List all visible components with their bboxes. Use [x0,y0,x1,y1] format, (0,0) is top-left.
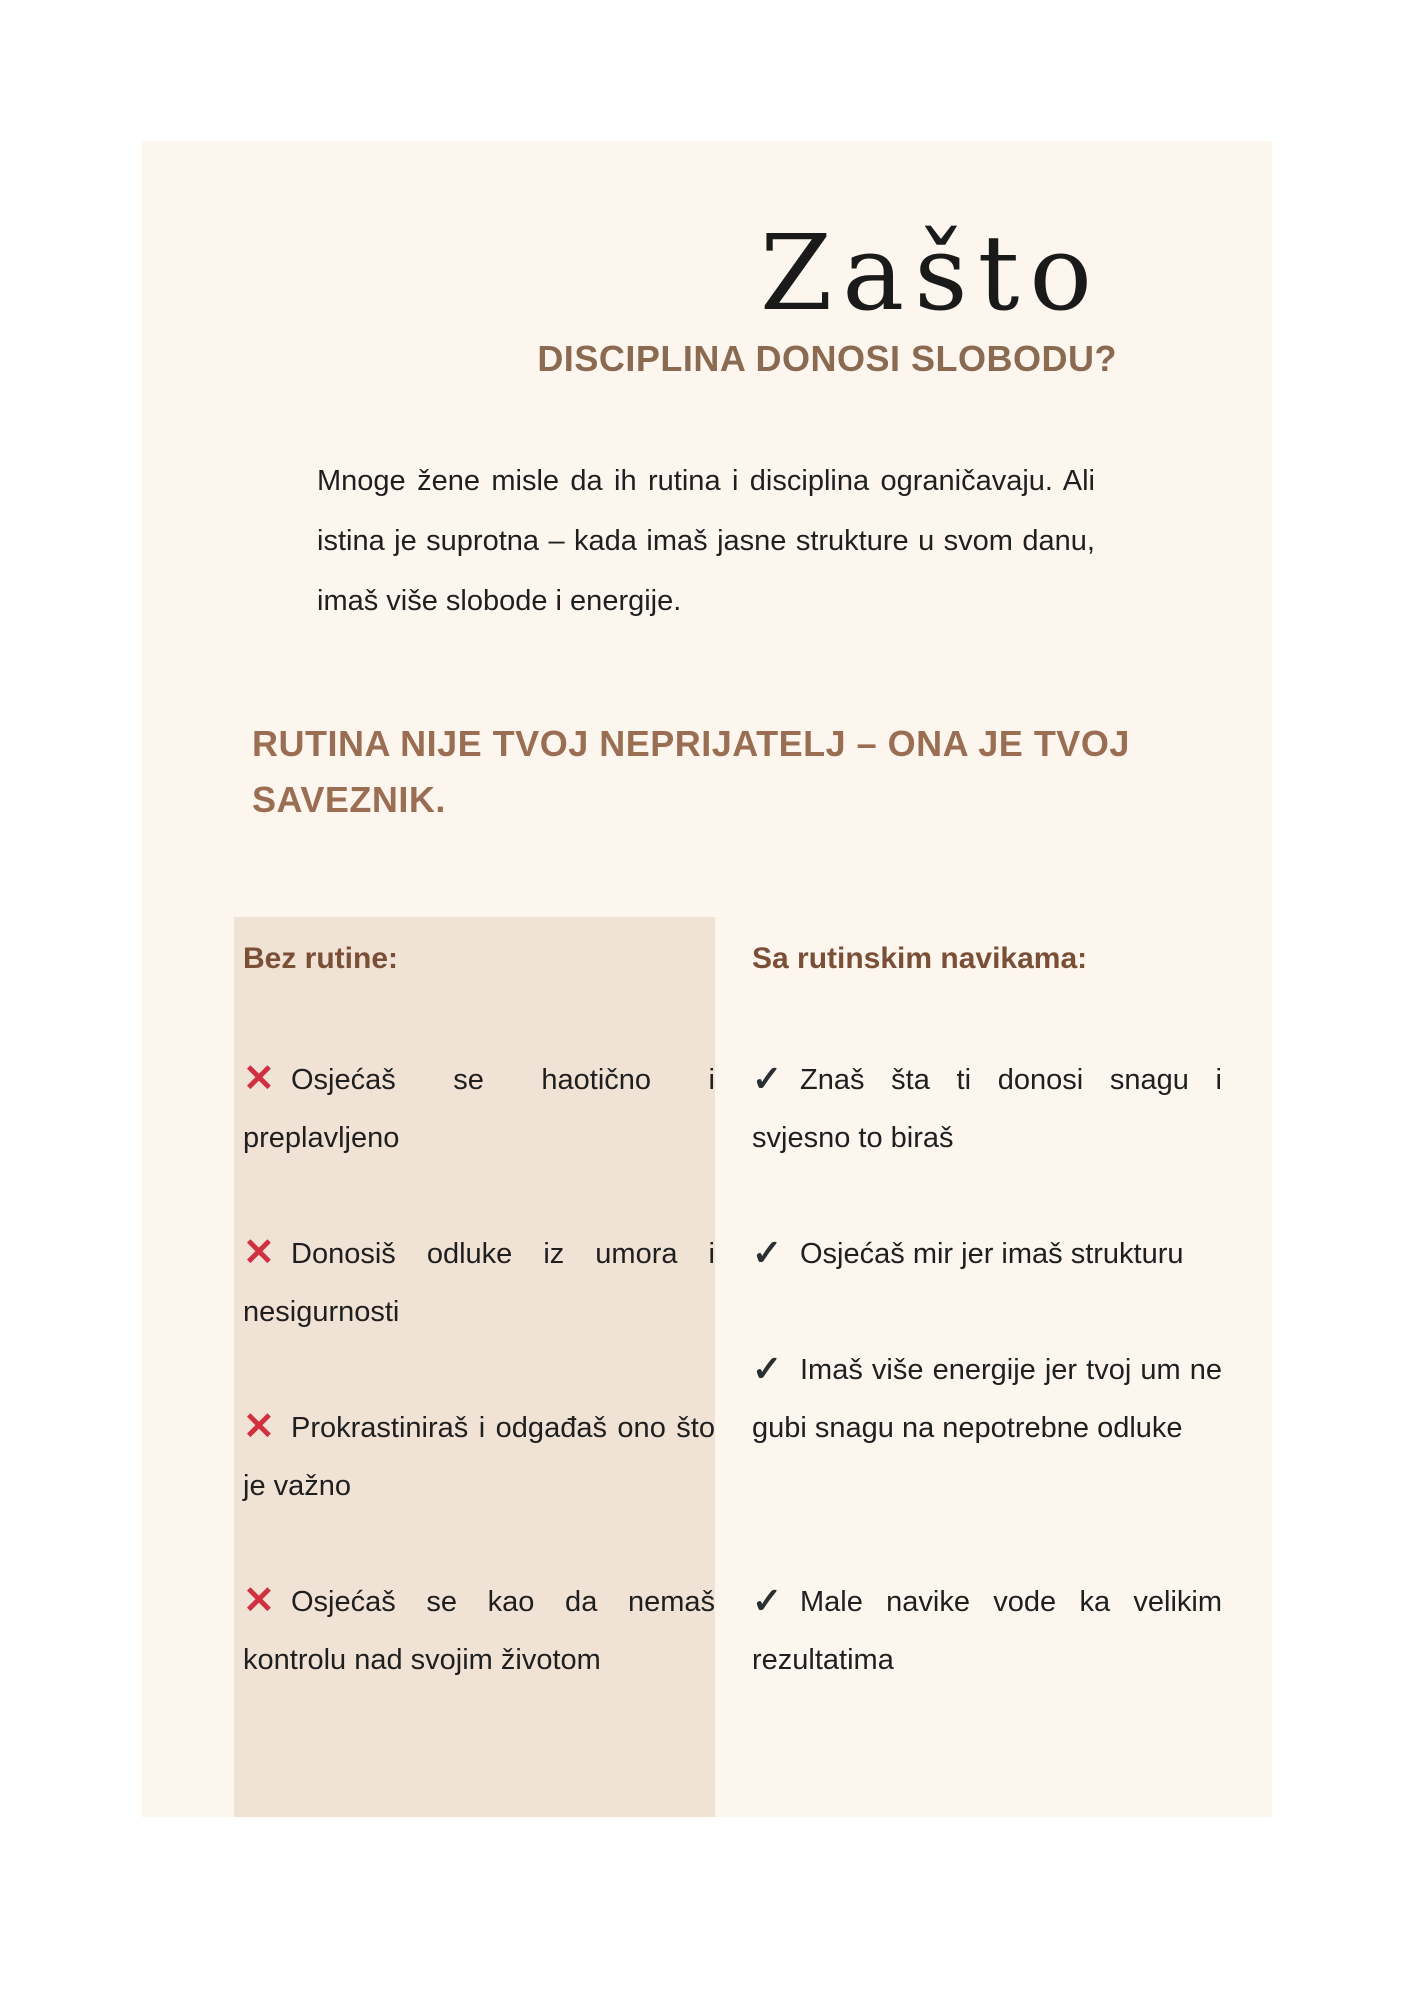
checkmark-icon: ✓ [752,1348,783,1389]
without-routine-item-text: Osjećaš se kao da nemaš kontrolu nad svojim životom [243,1586,715,1676]
with-routine-heading: Sa rutinskim navikama: [752,942,1088,975]
without-routine-item-text: Prokrastiniraš i odgađaš ono što je važno [243,1412,715,1502]
cross-icon: ✕ [243,1058,275,1100]
with-routine-item [752,1573,1222,1689]
cross-icon: ✕ [243,1232,275,1274]
with-routine-item [752,1051,1222,1167]
with-routine-item [752,1341,1222,1457]
without-routine-item [243,1051,715,1167]
without-routine-item-text: Donosiš odluke iz umora i nesigurnosti [243,1238,715,1328]
without-routine-item [243,1573,715,1689]
content-card [141,141,1272,1817]
with-routine-item-text: Imaš više energije jer tvoj um ne gubi snagu na nepotrebne odluke [752,1354,1222,1444]
page-title: Zašto [759,212,1102,334]
without-routine-column [243,937,715,1676]
without-routine-item [243,1225,715,1341]
without-routine-item-text: Osjećaš se haotično i preplavljeno [243,1064,715,1154]
without-routine-item [243,1399,715,1515]
cross-icon: ✕ [243,1406,275,1448]
with-routine-item [752,1225,1222,1283]
cross-icon: ✕ [243,1580,275,1622]
with-routine-item-text: Male navike vode ka velikim rezultatima [752,1586,1222,1676]
section-heading: RUTINA NIJE TVOJ NEPRIJATELJ – ONA JE TVOJ SAVEZNIK. [252,723,1130,820]
checkmark-icon: ✓ [752,1232,783,1273]
page-subtitle: DISCIPLINA DONOSI SLOBODU? [537,338,1117,379]
with-routine-column [752,937,1222,1676]
intro-paragraph: Mnoge žene misle da ih rutina i disciplina ograničavaju. Ali istina je suprotna – kada imaš jasne strukture u svom danu, imaš više slobode i energije. [317,465,1095,617]
without-routine-heading: Bez rutine: [243,942,399,975]
checkmark-icon: ✓ [752,1058,783,1099]
checkmark-icon: ✓ [752,1580,783,1621]
with-routine-item-text: Osjećaš mir jer imaš strukturu [800,1238,1184,1270]
with-routine-item-text: Znaš šta ti donosi snagu i svjesno to biraš [752,1064,1222,1154]
